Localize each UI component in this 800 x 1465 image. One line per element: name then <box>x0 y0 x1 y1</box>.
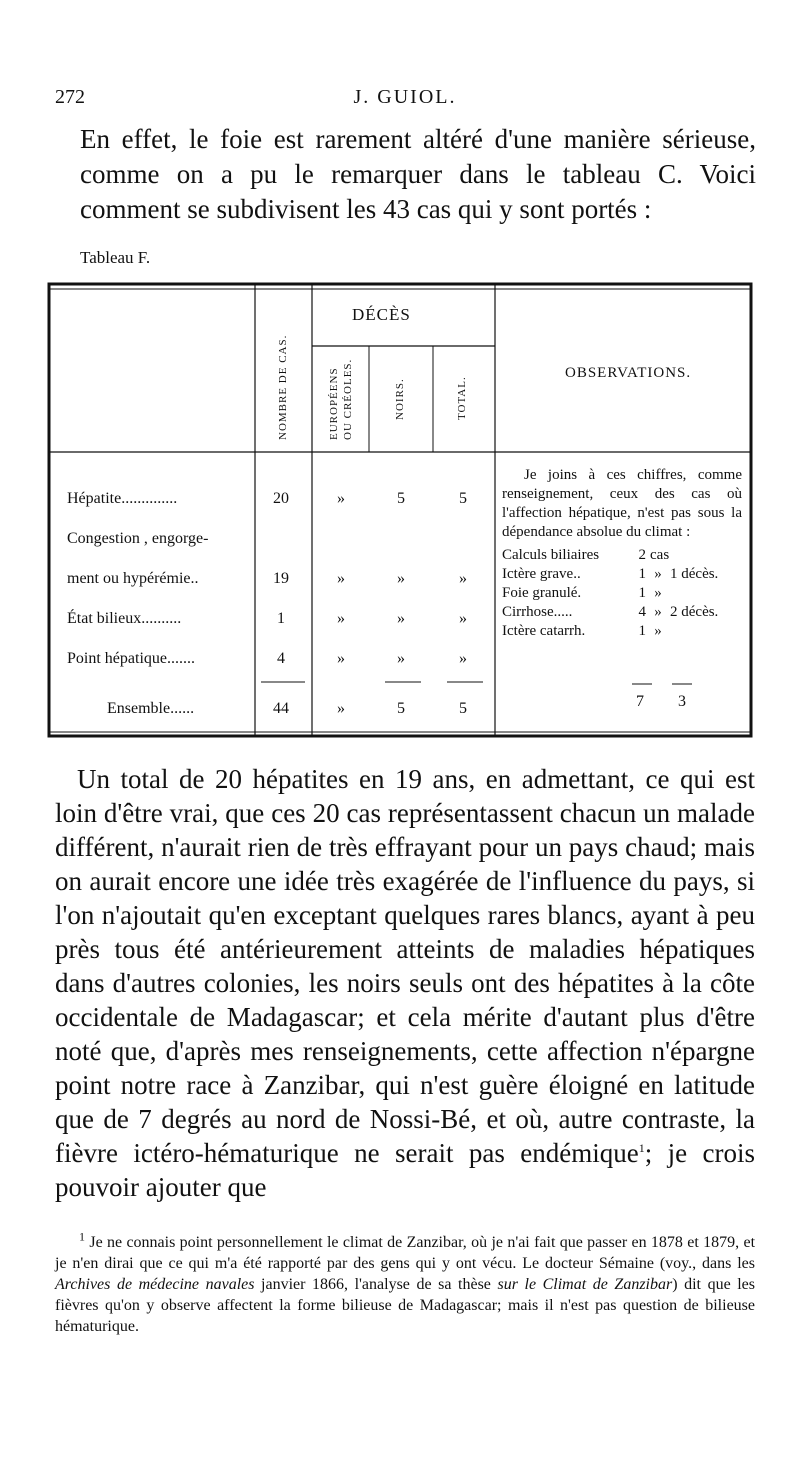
observations-intro: Je joins à ces chiffres, comme renseignement, ceux des cas où l'affection hépatique, n'est pas sous la dépendance absolue du climat : <box>502 467 742 540</box>
row-count: 4 <box>277 650 285 667</box>
row-blacks: 5 <box>397 490 405 507</box>
intro-text: En effet, le foie est rarement altéré d'une manière sérieuse, comme on a pu le remarquer dans le tableau C. Voici comment se subdivisent les 43 cas qui y sont portés : <box>80 124 756 224</box>
table-caption: Tableau F. <box>80 248 151 267</box>
footnote-text: Je ne connais point personnellement le climat de Zanzibar, où je n'ai fait que passer en 1878 et 1879, et je n'en dirai que ce qui m'a été rapporté par des gens qui y ont vécu. Le docteur Sémaine (voy., dans les <box>55 1234 756 1272</box>
row-total: 5 <box>459 490 467 507</box>
row-count: 20 <box>273 490 289 507</box>
observation-item: Cirrhose..... 4 » 2 décès. <box>502 604 719 620</box>
row-total: » <box>459 610 467 627</box>
observations-total-deaths: 3 <box>678 693 686 710</box>
header-europeans: EUROPÉENS OU CRÉOLES. <box>328 358 354 440</box>
row-label: État bilieux.......... <box>67 610 182 627</box>
row-count: 19 <box>273 570 289 587</box>
total-label: Ensemble...... <box>107 700 195 717</box>
row-label: ment ou hypérémie.. <box>67 570 199 587</box>
row-europeans: » <box>337 490 345 507</box>
body-text: Un total de 20 hépatites en 19 ans, en admettant, ce qui est loin d'être vrai, que ces 20 cas représentassent chacun un malade différent, n'aurait rien de très effrayant pour un pays chaud; mais on aurait encore une idée très exagérée de l'influence du pays, si l'on n'ajoutait qu'en exceptant quelques rares blancs, ayant à peu près tous été antérieurement atteints de maladies hépatiques dans d'autres colonies, les noirs seuls ont des hépatites à la côte occidentale de Madagascar; et cela mérite d'autant plus d'être noté que, d'après mes renseignements, cette affection n'épargne point notre race à Zanzibar, qui n'est guère éloigné en latitude que de 7 degrés au nord de Nossi-Bé, et où, autre contraste, la fièvre ictéro-hématurique ne serait pas endémique <box>55 764 755 1168</box>
footnote-text: ) dit que les fièvres qu'on y observe affectent la forme bilieuse de Madagascar; mais il n'est pas question de bilieuse hématurique. <box>55 1276 756 1335</box>
intro-paragraph <box>80 122 756 227</box>
footnote-text: janvier 1866, l'analyse de sa thèse <box>254 1276 498 1293</box>
total-europeans: » <box>337 700 345 717</box>
row-label: Point hépatique....... <box>67 650 195 667</box>
observations-total-cases: 7 <box>636 693 644 710</box>
footnote-thesis-title: sur le Climat de Zanzibar <box>497 1276 673 1293</box>
row-blacks: » <box>397 650 405 667</box>
header-observations: OBSERVATIONS. <box>565 365 692 381</box>
footnote-marker: 1 <box>79 1229 85 1244</box>
footnote-ref: 1 <box>638 1141 645 1155</box>
table-f <box>47 280 753 740</box>
total-total: 5 <box>459 700 467 717</box>
row-label: Congestion , engorge- <box>67 530 209 547</box>
running-title: J. GUIOL. <box>353 86 457 108</box>
page-header <box>55 86 755 116</box>
row-total: » <box>459 570 467 587</box>
row-label: Hépatite.............. <box>67 490 178 507</box>
page-number: 272 <box>55 86 85 108</box>
footnote-journal: Archives de médecine navales <box>55 1276 255 1293</box>
observation-item: Ictère catarrh. 1 » <box>502 623 662 639</box>
row-europeans: » <box>337 650 345 667</box>
header-blacks: NOIRS. <box>394 378 406 420</box>
observation-item: Foie granulé. 1 » <box>502 585 662 601</box>
row-total: » <box>459 650 467 667</box>
total-count: 44 <box>273 700 289 717</box>
body-paragraph <box>55 762 755 1204</box>
header-total: TOTAL. <box>456 376 468 420</box>
observations-cell <box>502 466 742 641</box>
observation-item: Calculs biliaires 2 cas <box>502 547 670 563</box>
row-europeans: » <box>337 570 345 587</box>
row-europeans: » <box>337 610 345 627</box>
header-deaths: DÉCÈS <box>352 305 411 324</box>
row-blacks: » <box>397 610 405 627</box>
footnote <box>55 1229 756 1337</box>
body-text-end: ; je crois pouvoir ajouter que <box>55 1138 755 1202</box>
row-count: 1 <box>277 610 285 627</box>
observation-item: Ictère grave.. 1 » 1 décès. <box>502 566 719 582</box>
total-blacks: 5 <box>397 700 405 717</box>
header-count: NOMBRE DE CAS. <box>277 334 289 440</box>
row-blacks: » <box>397 570 405 587</box>
